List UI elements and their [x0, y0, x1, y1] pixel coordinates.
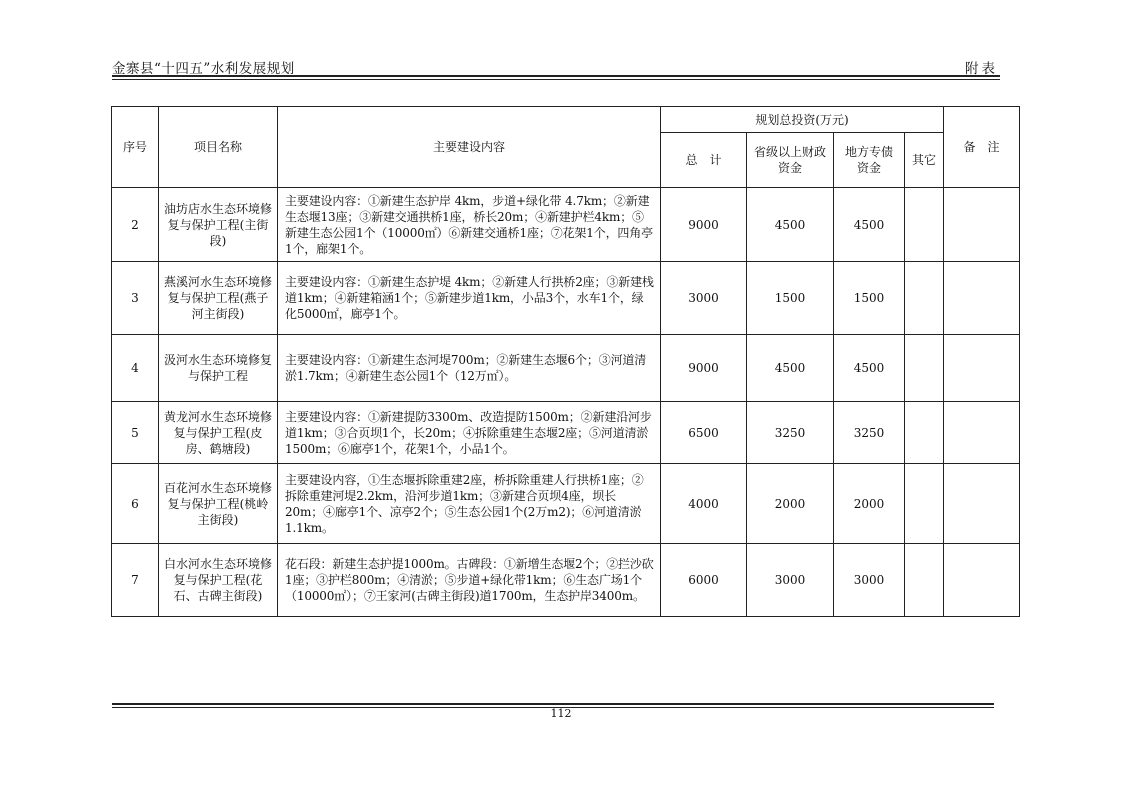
- row-content: 主要建设内容：①新建提防3300m、改造提防1500m；②新建沿河步道1km；③合页坝1个，长20m；④拆除重建生态堰2座；⑤河道清淤1500m；⑥廊亭1个，花架1个，小品1个。: [278, 402, 661, 464]
- table-row: [112, 544, 1020, 617]
- section-label: 附表: [965, 61, 998, 77]
- row-remark: [944, 464, 1020, 544]
- row-total: 6000: [661, 544, 747, 617]
- table-row: [112, 335, 1020, 402]
- table-row: [112, 188, 1020, 262]
- row-provincial: 1500: [747, 262, 834, 335]
- header-provincial: 省级以上财政资金: [747, 133, 834, 188]
- header-investment-group: 规划总投资(万元): [661, 107, 944, 133]
- header-remark: 备 注: [944, 107, 1020, 188]
- row-project-name: 白水河水生态环境修复与保护工程(花石、古碑主街段): [159, 544, 278, 617]
- row-project-name: 黄龙河水生态环境修复与保护工程(皮房、鹤塘段): [159, 402, 278, 464]
- row-local-bond: 4500: [834, 188, 905, 262]
- row-content: 花石段：新建生态护提1000m。古碑段：①新增生态堰2个；②拦沙砍1座；③护栏800m；④清淤；⑤步道+绿化带1km；⑥生态广场1个（10000㎡）；⑦王家河(古碑主街段)道1700m，生态护岸3400m。: [278, 544, 661, 617]
- row-total: 6500: [661, 402, 747, 464]
- row-total: 9000: [661, 335, 747, 402]
- row-local-bond: 3250: [834, 402, 905, 464]
- row-remark: [944, 262, 1020, 335]
- row-content: 主要建设内容：①新建生态护岸 4km，步道+绿化带 4.7km；②新建生态堰13座；③新建交通拱桥1座，桥长20m；④新建护栏4km；⑤新建生态公园1个（10000㎡）⑥新建交通桥1座；⑦花架1个，四角亭1个，廊架1个。: [278, 188, 661, 262]
- row-provincial: 3000: [747, 544, 834, 617]
- row-project-name: 汲河水生态环境修复与保护工程: [159, 335, 278, 402]
- row-other: [905, 402, 944, 464]
- row-remark: [944, 188, 1020, 262]
- row-provincial: 2000: [747, 464, 834, 544]
- table-row: [112, 402, 1020, 464]
- row-provincial: 4500: [747, 335, 834, 402]
- document-title: 金寨县“十四五”水利发展规划: [112, 61, 295, 77]
- header-rule: [112, 75, 1000, 77]
- row-total: 3000: [661, 262, 747, 335]
- footer-rule: [112, 703, 994, 705]
- row-other: [905, 335, 944, 402]
- row-provincial: 4500: [747, 188, 834, 262]
- row-provincial: 3250: [747, 402, 834, 464]
- header-seq: 序号: [112, 107, 159, 188]
- row-content: 主要建设内容，①生态堰拆除重建2座，桥拆除重建人行拱桥1座；②拆除重建河堤2.2km，沿河步道1km；③新建合页坝4座，坝长20m；④廊亭1个、凉亭2个；⑤生态公园1个(2万m2)；⑥河道清淤1.1km。: [278, 464, 661, 544]
- row-remark: [944, 544, 1020, 617]
- header-project-name: 项目名称: [159, 107, 278, 188]
- row-content: 主要建设内容：①新建生态河堤700m；②新建生态堰6个；③河道清淤1.7km；④新建生态公园1个（12万㎡）。: [278, 335, 661, 402]
- header-local-bond: 地方专债资金: [834, 133, 905, 188]
- row-total: 9000: [661, 188, 747, 262]
- row-local-bond: 4500: [834, 335, 905, 402]
- page-number: 112: [550, 707, 572, 720]
- row-seq: 3: [112, 262, 159, 335]
- row-seq: 6: [112, 464, 159, 544]
- row-remark: [944, 402, 1020, 464]
- header-total: 总 计: [661, 133, 747, 188]
- row-total: 4000: [661, 464, 747, 544]
- row-local-bond: 2000: [834, 464, 905, 544]
- investment-table: [111, 106, 1020, 617]
- row-seq: 7: [112, 544, 159, 617]
- row-other: [905, 464, 944, 544]
- row-seq: 2: [112, 188, 159, 262]
- row-seq: 4: [112, 335, 159, 402]
- row-other: [905, 188, 944, 262]
- row-seq: 5: [112, 402, 159, 464]
- row-content: 主要建设内容：①新建生态护堤 4km；②新建人行拱桥2座；③新建栈道1km；④新建箱涵1个；⑤新建步道1km，小品3个，水车1个，绿化5000㎡，廊亭1个。: [278, 262, 661, 335]
- row-project-name: 百花河水生态环境修复与保护工程(桃岭主街段): [159, 464, 278, 544]
- header-content: 主要建设内容: [278, 107, 661, 188]
- row-local-bond: 3000: [834, 544, 905, 617]
- row-remark: [944, 335, 1020, 402]
- row-local-bond: 1500: [834, 262, 905, 335]
- table-row: [112, 262, 1020, 335]
- row-project-name: 燕溪河水生态环境修复与保护工程(燕子河主街段): [159, 262, 278, 335]
- row-project-name: 油坊店水生态环境修复与保护工程(主街段): [159, 188, 278, 262]
- row-other: [905, 544, 944, 617]
- header-rule-thin: [112, 79, 1000, 80]
- row-other: [905, 262, 944, 335]
- table-row: [112, 464, 1020, 544]
- header-other: 其它: [905, 133, 944, 188]
